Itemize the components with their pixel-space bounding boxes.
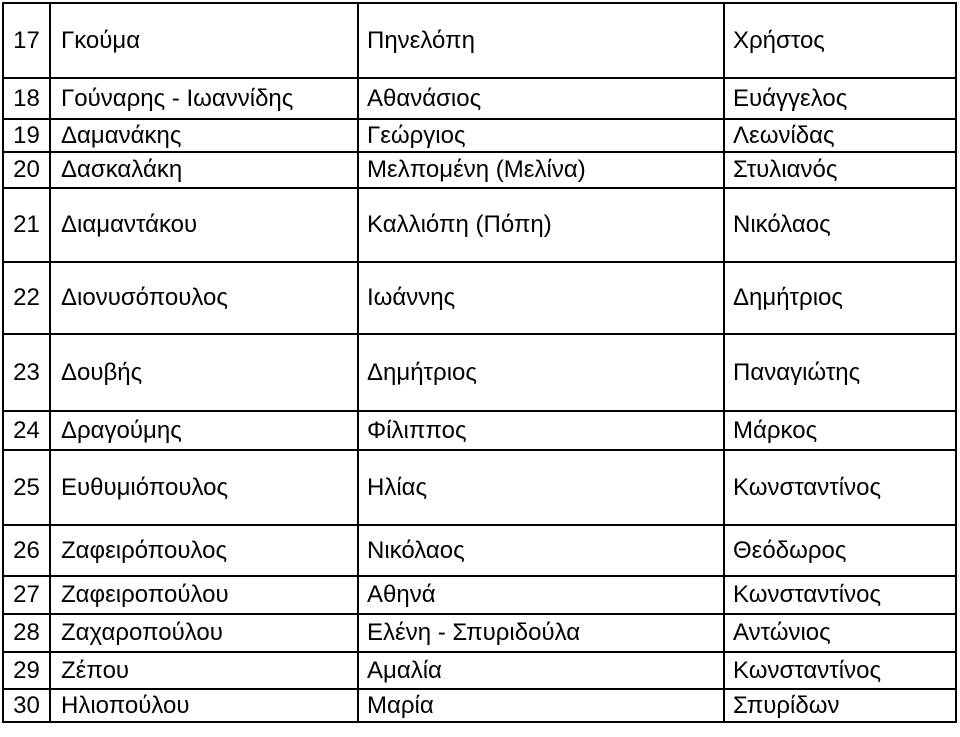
first-name-cell: Μαρία xyxy=(358,689,724,722)
table-row xyxy=(3,576,956,614)
father-name-cell: Δημήτριος xyxy=(724,262,956,334)
father-name-cell: Ευάγγελος xyxy=(724,78,956,119)
father-name-cell: Κωνσταντίνος xyxy=(724,576,956,614)
father-name-cell: Αντώνιος xyxy=(724,614,956,652)
surname-cell: Δραγούμης xyxy=(50,411,358,450)
row-number-cell: 30 xyxy=(3,689,50,722)
table-row xyxy=(3,188,956,262)
row-number-cell: 22 xyxy=(3,262,50,334)
table-row xyxy=(3,411,956,450)
first-name-cell: Νικόλαος xyxy=(358,525,724,576)
surname-cell: Δουβής xyxy=(50,334,358,411)
first-name-cell: Αμαλία xyxy=(358,652,724,689)
first-name-cell: Αθανάσιος xyxy=(358,78,724,119)
surname-cell: Γκούμα xyxy=(50,3,358,78)
father-name-cell: Στυλιανός xyxy=(724,152,956,188)
surname-cell: Ζαφειρόπουλος xyxy=(50,525,358,576)
row-number-cell: 29 xyxy=(3,652,50,689)
surname-cell: Ζέπου xyxy=(50,652,358,689)
row-number-cell: 23 xyxy=(3,334,50,411)
row-number-cell: 26 xyxy=(3,525,50,576)
father-name-cell: Μάρκος xyxy=(724,411,956,450)
row-number-cell: 28 xyxy=(3,614,50,652)
father-name-cell: Νικόλαος xyxy=(724,188,956,262)
row-number-cell: 24 xyxy=(3,411,50,450)
row-number-cell: 21 xyxy=(3,188,50,262)
surname-cell: Ζαχαροπούλου xyxy=(50,614,358,652)
table-row xyxy=(3,78,956,119)
row-number-cell: 20 xyxy=(3,152,50,188)
table-row xyxy=(3,525,956,576)
surname-cell: Δαμανάκης xyxy=(50,119,358,152)
first-name-cell: Φίλιππος xyxy=(358,411,724,450)
surname-cell: Γούναρης - Ιωαννίδης xyxy=(50,78,358,119)
first-name-cell: Αθηνά xyxy=(358,576,724,614)
surname-cell: Διονυσόπουλος xyxy=(50,262,358,334)
roster-table xyxy=(2,2,957,723)
table-row xyxy=(3,450,956,525)
father-name-cell: Χρήστος xyxy=(724,3,956,78)
father-name-cell: Θεόδωρος xyxy=(724,525,956,576)
row-number-cell: 17 xyxy=(3,3,50,78)
surname-cell: Ηλιοπούλου xyxy=(50,689,358,722)
table-row xyxy=(3,334,956,411)
surname-cell: Ζαφειροπούλου xyxy=(50,576,358,614)
table-row xyxy=(3,614,956,652)
first-name-cell: Ιωάννης xyxy=(358,262,724,334)
father-name-cell: Σπυρίδων xyxy=(724,689,956,722)
first-name-cell: Πηνελόπη xyxy=(358,3,724,78)
first-name-cell: Μελπομένη (Μελίνα) xyxy=(358,152,724,188)
row-number-cell: 18 xyxy=(3,78,50,119)
table-row xyxy=(3,652,956,689)
first-name-cell: Δημήτριος xyxy=(358,334,724,411)
first-name-cell: Καλλιόπη (Πόπη) xyxy=(358,188,724,262)
table-row xyxy=(3,152,956,188)
table-row xyxy=(3,119,956,152)
table-row xyxy=(3,3,956,78)
roster-table-body xyxy=(3,3,956,722)
row-number-cell: 19 xyxy=(3,119,50,152)
surname-cell: Ευθυμιόπουλος xyxy=(50,450,358,525)
surname-cell: Δασκαλάκη xyxy=(50,152,358,188)
father-name-cell: Κωνσταντίνος xyxy=(724,652,956,689)
father-name-cell: Κωνσταντίνος xyxy=(724,450,956,525)
row-number-cell: 27 xyxy=(3,576,50,614)
row-number-cell: 25 xyxy=(3,450,50,525)
surname-cell: Διαμαντάκου xyxy=(50,188,358,262)
table-row xyxy=(3,262,956,334)
first-name-cell: Ελένη - Σπυριδούλα xyxy=(358,614,724,652)
first-name-cell: Ηλίας xyxy=(358,450,724,525)
father-name-cell: Παναγιώτης xyxy=(724,334,956,411)
father-name-cell: Λεωνίδας xyxy=(724,119,956,152)
first-name-cell: Γεώργιος xyxy=(358,119,724,152)
table-row xyxy=(3,689,956,722)
